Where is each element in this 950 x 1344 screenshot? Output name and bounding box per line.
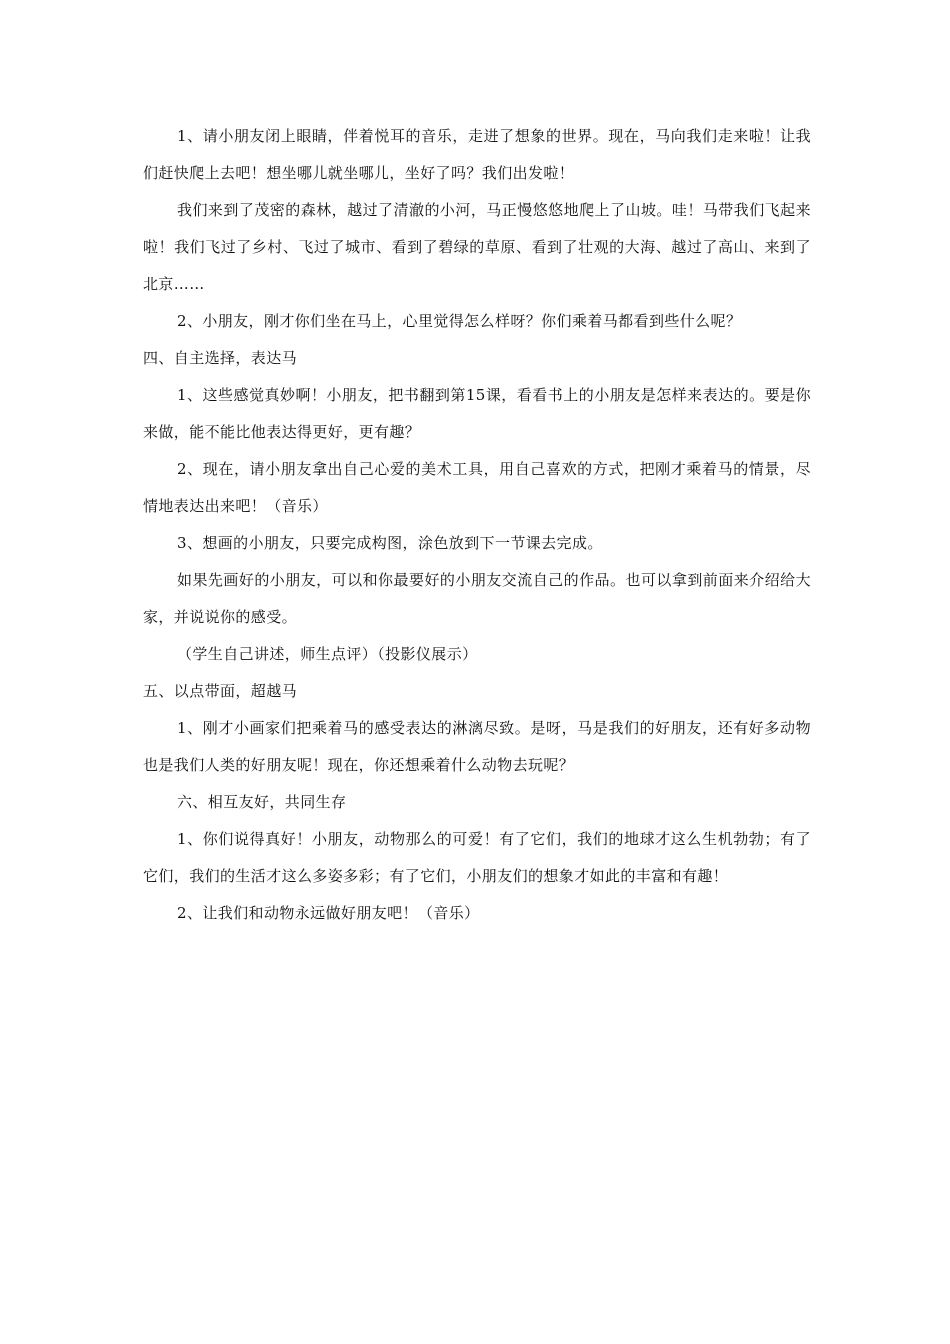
paragraph-5: 1、这些感觉真妙啊！小朋友，把书翻到第15课，看看书上的小朋友是怎样来表达的。要是你来做，能不能比他表达得更好，更有趣？ — [143, 386, 811, 441]
document-body — [143, 118, 811, 932]
section-heading-6: 六、相互友好，共同生存 — [177, 793, 347, 811]
paragraph-7: 3、想画的小朋友，只要完成构图，涂色放到下一节课去完成。 — [177, 534, 603, 552]
paragraph-3: 2、小朋友，刚才你们坐在马上，心里觉得怎么样呀？你们乘着马都看到些什么呢？ — [177, 312, 742, 330]
section-heading-5: 五、以点带面，超越马 — [143, 682, 298, 700]
paragraph-11: 1、刚才小画家们把乘着马的感受表达的淋漓尽致。是呀，马是我们的好朋友，还有好多动物也是我们人类的好朋友呢！现在，你还想乘着什么动物去玩呢？ — [143, 719, 811, 774]
paragraph-14: 2、让我们和动物永远做好朋友吧！（音乐） — [177, 904, 480, 922]
paragraph-8: 如果先画好的小朋友，可以和你最要好的小朋友交流自己的作品。也可以拿到前面来介绍给大家，并说说你的感受。 — [143, 571, 811, 626]
paragraph-13: 1、你们说得真好！小朋友，动物那么的可爱！有了它们，我们的地球才这么生机勃勃；有了它们，我们的生活才这么多姿多彩；有了它们，小朋友们的想象才如此的丰富和有趣！ — [143, 830, 811, 885]
section-heading-4: 四、自主选择，表达马 — [143, 349, 298, 367]
paragraph-1: 1、请小朋友闭上眼睛，伴着悦耳的音乐，走进了想象的世界。现在，马向我们走来啦！让我们赶快爬上去吧！想坐哪儿就坐哪儿，坐好了吗？我们出发啦！ — [143, 127, 811, 182]
paragraph-9: （学生自己讲述，师生点评）（投影仪展示） — [177, 645, 478, 663]
paragraph-2: 我们来到了茂密的森林，越过了清澈的小河，马正慢悠悠地爬上了山坡。哇！马带我们飞起来啦！我们飞过了乡村、飞过了城市、看到了碧绿的草原、看到了壮观的大海、越过了高山、来到了北京…… — [143, 201, 811, 293]
paragraph-6: 2、现在，请小朋友拿出自己心爱的美术工具，用自己喜欢的方式，把刚才乘着马的情景，尽情地表达出来吧！（音乐） — [143, 460, 811, 515]
